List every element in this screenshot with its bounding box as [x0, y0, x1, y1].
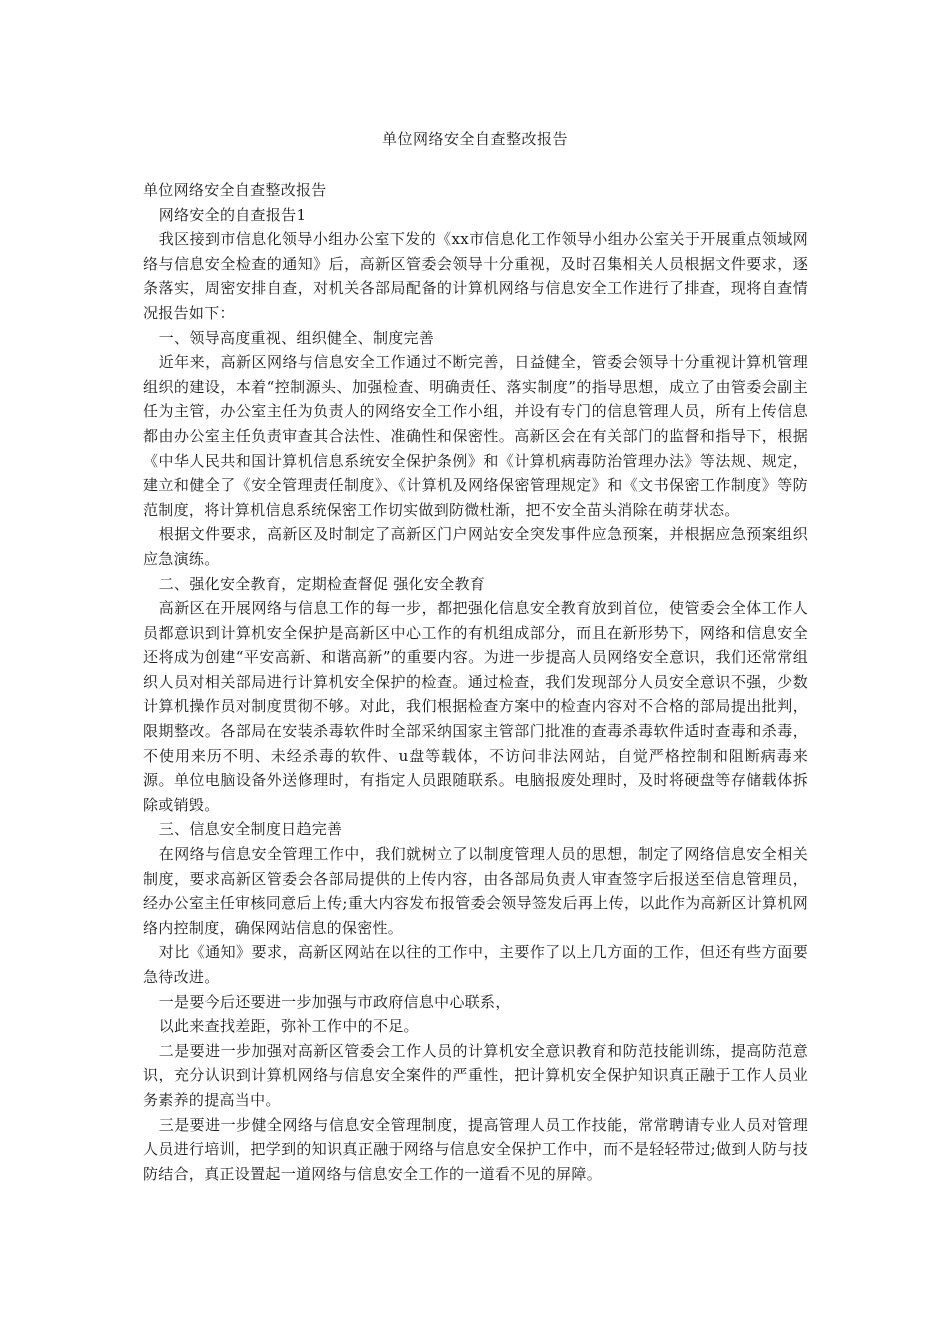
document-title: 单位网络安全自查整改报告: [381, 130, 568, 148]
paragraph-point-2: 二是要进一步加强对高新区管委会工作人员的计算机安全意识教育和防范技能训练，提高防范意识，充分认识到计算机网络与信息安全案件的严重性，把计算机安全保护知识真正融于工作人员业务素养的提高当中。: [143, 1041, 808, 1109]
paragraph-section-2-body: 高新区在开展网络与信息工作的每一步，都把强化信息安全教育放到首位，使管委会全体工作人员都意识到计算机安全保护是高新区中心工作的有机组成部分，而且在新形势下，网络和信息安全还将成为创建“平安高新、和谐高新”的重要内容。为进一步提高人员网络安全意识，我们还常常组织人员对相关部局进行计算机安全保护的检查。通过检查，我们发现部分人员安全意识不强，少数计算机操作员对制度贯彻不够。对此，我们根据检查方案中的检查内容对不合格的部局提出批判，限期整改。各部局在安装杀毒软件时全部采纳国家主管部门批准的查毒杀毒软件适时查毒和杀毒，不使用来历不明、未经杀毒的软件、u盘等载体，不访问非法网站，自觉严格控制和阻断病毒来源。单位电脑设备外送修理时，有指定人员跟随联系。电脑报废处理时，及时将硬盘等存储载体拆除或销毁。: [143, 599, 808, 814]
paragraph-intro: 我区接到市信息化领导小组办公室下发的《xx市信息化工作领导小组办公室关于开展重点领域网络与信息安全检查的通知》后，高新区管委会领导十分重视，及时召集相关人员根据文件要求，逐条落实，周密安排自查，对机关各部局配备的计算机网络与信息安全工作进行了排查，现将自查情况报告如下：: [143, 230, 808, 322]
section-heading-1: 一、领导高度重视、组织健全、制度完善: [158, 328, 435, 347]
paragraph-subtitle: 单位网络安全自查整改报告: [143, 181, 327, 199]
paragraph-emergency-plan: 根据文件要求，高新区及时制定了高新区门户网站安全突发事件应急预案，并根据应急预案组织应急演练。: [143, 525, 808, 568]
document-body: [143, 178, 808, 1186]
paragraph-point-3: 三是要进一步健全网络与信息安全管理制度，提高管理人员工作技能，常常聘请专业人员对管理人员进行培训，把学到的知识真正融于网络与信息安全保护工作中，而不是轻轻带过;做到人防与技防结合，真正设置起一道网络与信息安全工作的一道看不见的屏障。: [143, 1115, 808, 1183]
paragraph-section-1-body: 近年来，高新区网络与信息安全工作通过不断完善，日益健全，管委会领导十分重视计算机管理组织的建设，本着“控制源头、加强检查、明确责任、落实制度”的指导思想，成立了由管委会副主任为主管，办公室主任为负责人的网络安全工作小组，并设有专门的信息管理人员，所有上传信息都由办公室主任负责审查其合法性、准确性和保密性。高新区会在有关部门的监督和指导下，根据《中华人民共和国计算机信息系统安全保护条例》和《计算机病毒防治管理办法》等法规、规定，建立和健全了《安全管理责任制度》、《计算机及网络保密管理规定》和《文书保密工作制度》等防范制度，将计算机信息系统保密工作切实做到防微杜渐，把不安全苗头消除在萌芽状态。: [143, 353, 808, 519]
paragraph-report-heading: 网络安全的自查报告1: [158, 205, 307, 224]
paragraph-comparison: 对比《通知》要求，高新区网站在以往的工作中，主要作了以上几方面的工作，但还有些方面要急待改进。: [143, 943, 808, 986]
section-heading-3: 三、信息安全制度日趋完善: [158, 820, 343, 839]
section-heading-2: 二、强化安全教育，定期检查督促 强化安全教育: [158, 574, 486, 593]
paragraph-point-1: 一是要今后还要进一步加强与市政府信息中心联系，: [158, 992, 511, 1011]
paragraph-section-3-body: 在网络与信息安全管理工作中，我们就树立了以制度管理人员的思想，制定了网络信息安全相关制度，要求高新区管委会各部局提供的上传内容，由各部局负责人审查签字后报送至信息管理员，经办公室主任审核同意后上传;重大内容发布报管委会领导签发后再上传，以此作为高新区计算机网络内控制度，确保网站信息的保密性。: [143, 845, 808, 937]
paragraph-point-1-cont: 以此来查找差距，弥补工作中的不足。: [158, 1017, 419, 1036]
